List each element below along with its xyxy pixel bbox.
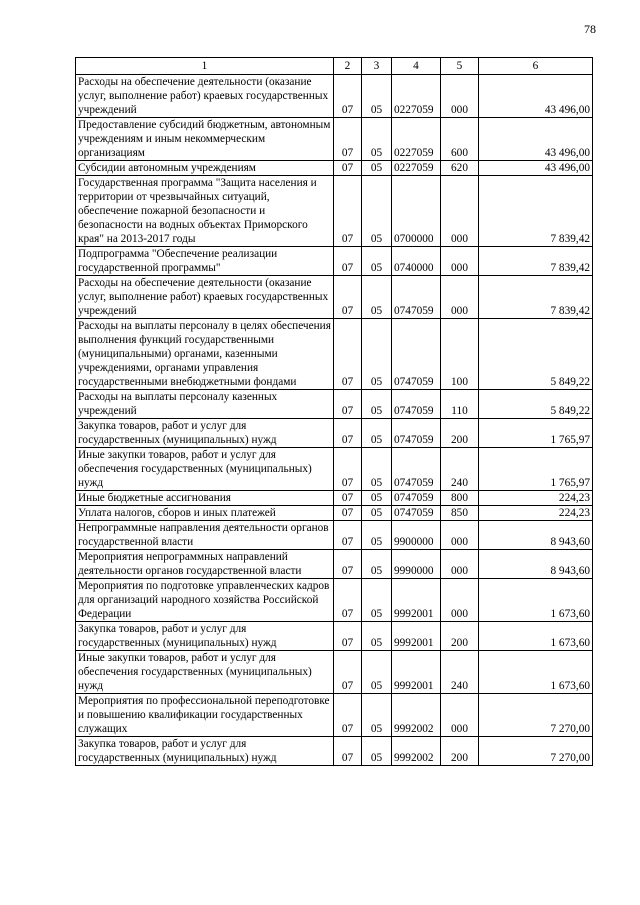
cell-name: Расходы на обеспечение деятельности (оказание услуг, выполнение работ) краевых государственных учреждений (76, 75, 334, 118)
table-row (76, 651, 593, 694)
cell-name: Расходы на обеспечение деятельности (оказание услуг, выполнение работ) краевых государственных учреждений (76, 276, 334, 319)
cell-expense-type: 200 (441, 419, 479, 448)
cell-target-article: 0747059 (392, 448, 441, 491)
cell-section: 07 (334, 118, 362, 161)
col-header-target-article: 4 (392, 58, 441, 75)
cell-target-article: 0700000 (392, 176, 441, 247)
cell-subsection: 05 (362, 550, 392, 579)
cell-name: Закупка товаров, работ и услуг для государственных (муниципальных) нужд (76, 622, 334, 651)
cell-subsection: 05 (362, 75, 392, 118)
table-row (76, 491, 593, 506)
cell-target-article: 0747059 (392, 319, 441, 390)
cell-sum: 224,23 (479, 506, 593, 521)
cell-name: Субсидии автономным учреждениям (76, 161, 334, 176)
cell-section: 07 (334, 247, 362, 276)
cell-sum: 7 270,00 (479, 737, 593, 766)
cell-name: Закупка товаров, работ и услуг для государственных (муниципальных) нужд (76, 737, 334, 766)
cell-sum: 224,23 (479, 491, 593, 506)
cell-subsection: 05 (362, 247, 392, 276)
table-row (76, 161, 593, 176)
cell-expense-type: 800 (441, 491, 479, 506)
cell-name: Уплата налогов, сборов и иных платежей (76, 506, 334, 521)
cell-sum: 43 496,00 (479, 75, 593, 118)
cell-sum: 1 765,97 (479, 419, 593, 448)
cell-subsection: 05 (362, 694, 392, 737)
cell-subsection: 05 (362, 390, 392, 419)
table-row (76, 419, 593, 448)
cell-section: 07 (334, 651, 362, 694)
table-row (76, 579, 593, 622)
cell-name: Расходы на выплаты персоналу в целях обеспечения выполнения функций государственными (муниципальными) органами, казенными учреждениями, органами управления государственными внебюджетными фондами (76, 319, 334, 390)
cell-section: 07 (334, 390, 362, 419)
cell-subsection: 05 (362, 506, 392, 521)
cell-target-article: 9992002 (392, 694, 441, 737)
cell-expense-type: 000 (441, 176, 479, 247)
cell-sum: 1 673,60 (479, 579, 593, 622)
cell-name: Мероприятия по подготовке управленческих кадров для организаций народного хозяйства Российской Федерации (76, 579, 334, 622)
cell-sum: 7 839,42 (479, 176, 593, 247)
cell-expense-type: 100 (441, 319, 479, 390)
cell-subsection: 05 (362, 176, 392, 247)
table-row (76, 550, 593, 579)
cell-target-article: 0747059 (392, 276, 441, 319)
table-body (76, 75, 593, 766)
cell-name: Предоставление субсидий бюджетным, автономным учреждениям и иным некоммерческим организациям (76, 118, 334, 161)
cell-name: Расходы на выплаты персоналу казенных учреждений (76, 390, 334, 419)
cell-expense-type: 200 (441, 622, 479, 651)
cell-section: 07 (334, 419, 362, 448)
cell-target-article: 0740000 (392, 247, 441, 276)
cell-target-article: 9990000 (392, 550, 441, 579)
cell-target-article: 0747059 (392, 419, 441, 448)
table-row (76, 276, 593, 319)
cell-name: Подпрограмма "Обеспечение реализации государственной программы" (76, 247, 334, 276)
cell-subsection: 05 (362, 737, 392, 766)
cell-sum: 1 673,60 (479, 651, 593, 694)
cell-section: 07 (334, 579, 362, 622)
cell-target-article: 9992002 (392, 737, 441, 766)
cell-name: Мероприятия по профессиональной переподготовке и повышению квалификации государственных служащих (76, 694, 334, 737)
table-row (76, 118, 593, 161)
cell-target-article: 0227059 (392, 118, 441, 161)
cell-expense-type: 000 (441, 247, 479, 276)
header-row (76, 58, 593, 75)
cell-target-article: 0227059 (392, 161, 441, 176)
cell-sum: 1 765,97 (479, 448, 593, 491)
cell-sum: 8 943,60 (479, 521, 593, 550)
cell-expense-type: 240 (441, 651, 479, 694)
cell-name: Иные закупки товаров, работ и услуг для обеспечения государственных (муниципальных) нужд (76, 651, 334, 694)
table-row (76, 247, 593, 276)
table-row (76, 694, 593, 737)
cell-name: Государственная программа "Защита населения и территории от чрезвычайных ситуаций, обеспечение пожарной безопасности и безопасности на водных объектах Приморского края" на 2013-2017 годы (76, 176, 334, 247)
cell-sum: 5 849,22 (479, 390, 593, 419)
table-row (76, 448, 593, 491)
cell-name: Непрограммные направления деятельности органов государственной власти (76, 521, 334, 550)
cell-expense-type: 000 (441, 550, 479, 579)
cell-section: 07 (334, 550, 362, 579)
cell-subsection: 05 (362, 319, 392, 390)
cell-sum: 43 496,00 (479, 161, 593, 176)
cell-target-article: 9992001 (392, 622, 441, 651)
cell-sum: 1 673,60 (479, 622, 593, 651)
cell-name: Иные бюджетные ассигнования (76, 491, 334, 506)
cell-target-article: 9992001 (392, 579, 441, 622)
cell-section: 07 (334, 276, 362, 319)
cell-expense-type: 000 (441, 579, 479, 622)
cell-expense-type: 000 (441, 75, 479, 118)
cell-subsection: 05 (362, 118, 392, 161)
table-row (76, 737, 593, 766)
col-header-name: 1 (76, 58, 334, 75)
cell-section: 07 (334, 176, 362, 247)
cell-section: 07 (334, 694, 362, 737)
cell-section: 07 (334, 622, 362, 651)
cell-sum: 7 270,00 (479, 694, 593, 737)
cell-expense-type: 110 (441, 390, 479, 419)
cell-expense-type: 240 (441, 448, 479, 491)
cell-subsection: 05 (362, 419, 392, 448)
cell-section: 07 (334, 319, 362, 390)
cell-section: 07 (334, 521, 362, 550)
cell-subsection: 05 (362, 622, 392, 651)
cell-target-article: 0227059 (392, 75, 441, 118)
cell-expense-type: 850 (441, 506, 479, 521)
cell-sum: 43 496,00 (479, 118, 593, 161)
table-row (76, 622, 593, 651)
cell-expense-type: 620 (441, 161, 479, 176)
cell-name: Закупка товаров, работ и услуг для государственных (муниципальных) нужд (76, 419, 334, 448)
col-header-section: 2 (334, 58, 362, 75)
budget-table (75, 57, 593, 766)
cell-name: Иные закупки товаров, работ и услуг для обеспечения государственных (муниципальных) нужд (76, 448, 334, 491)
cell-section: 07 (334, 491, 362, 506)
cell-sum: 5 849,22 (479, 319, 593, 390)
cell-target-article: 9900000 (392, 521, 441, 550)
cell-subsection: 05 (362, 491, 392, 506)
cell-subsection: 05 (362, 448, 392, 491)
cell-target-article: 9992001 (392, 651, 441, 694)
cell-section: 07 (334, 161, 362, 176)
col-header-expense-type: 5 (441, 58, 479, 75)
cell-subsection: 05 (362, 161, 392, 176)
cell-section: 07 (334, 506, 362, 521)
table-row (76, 390, 593, 419)
table-row (76, 506, 593, 521)
cell-name: Мероприятия непрограммных направлений деятельности органов государственной власти (76, 550, 334, 579)
cell-subsection: 05 (362, 579, 392, 622)
cell-expense-type: 000 (441, 694, 479, 737)
cell-subsection: 05 (362, 651, 392, 694)
col-header-subsection: 3 (362, 58, 392, 75)
cell-sum: 7 839,42 (479, 276, 593, 319)
table-row (76, 176, 593, 247)
cell-expense-type: 000 (441, 521, 479, 550)
cell-sum: 7 839,42 (479, 247, 593, 276)
cell-expense-type: 200 (441, 737, 479, 766)
table-row (76, 521, 593, 550)
cell-section: 07 (334, 737, 362, 766)
cell-subsection: 05 (362, 276, 392, 319)
table-row (76, 75, 593, 118)
cell-target-article: 0747059 (392, 390, 441, 419)
table-row (76, 319, 593, 390)
cell-expense-type: 000 (441, 276, 479, 319)
cell-section: 07 (334, 448, 362, 491)
cell-section: 07 (334, 75, 362, 118)
cell-target-article: 0747059 (392, 491, 441, 506)
cell-expense-type: 600 (441, 118, 479, 161)
cell-sum: 8 943,60 (479, 550, 593, 579)
page-number: 78 (584, 22, 596, 36)
col-header-sum: 6 (479, 58, 593, 75)
cell-target-article: 0747059 (392, 506, 441, 521)
cell-subsection: 05 (362, 521, 392, 550)
